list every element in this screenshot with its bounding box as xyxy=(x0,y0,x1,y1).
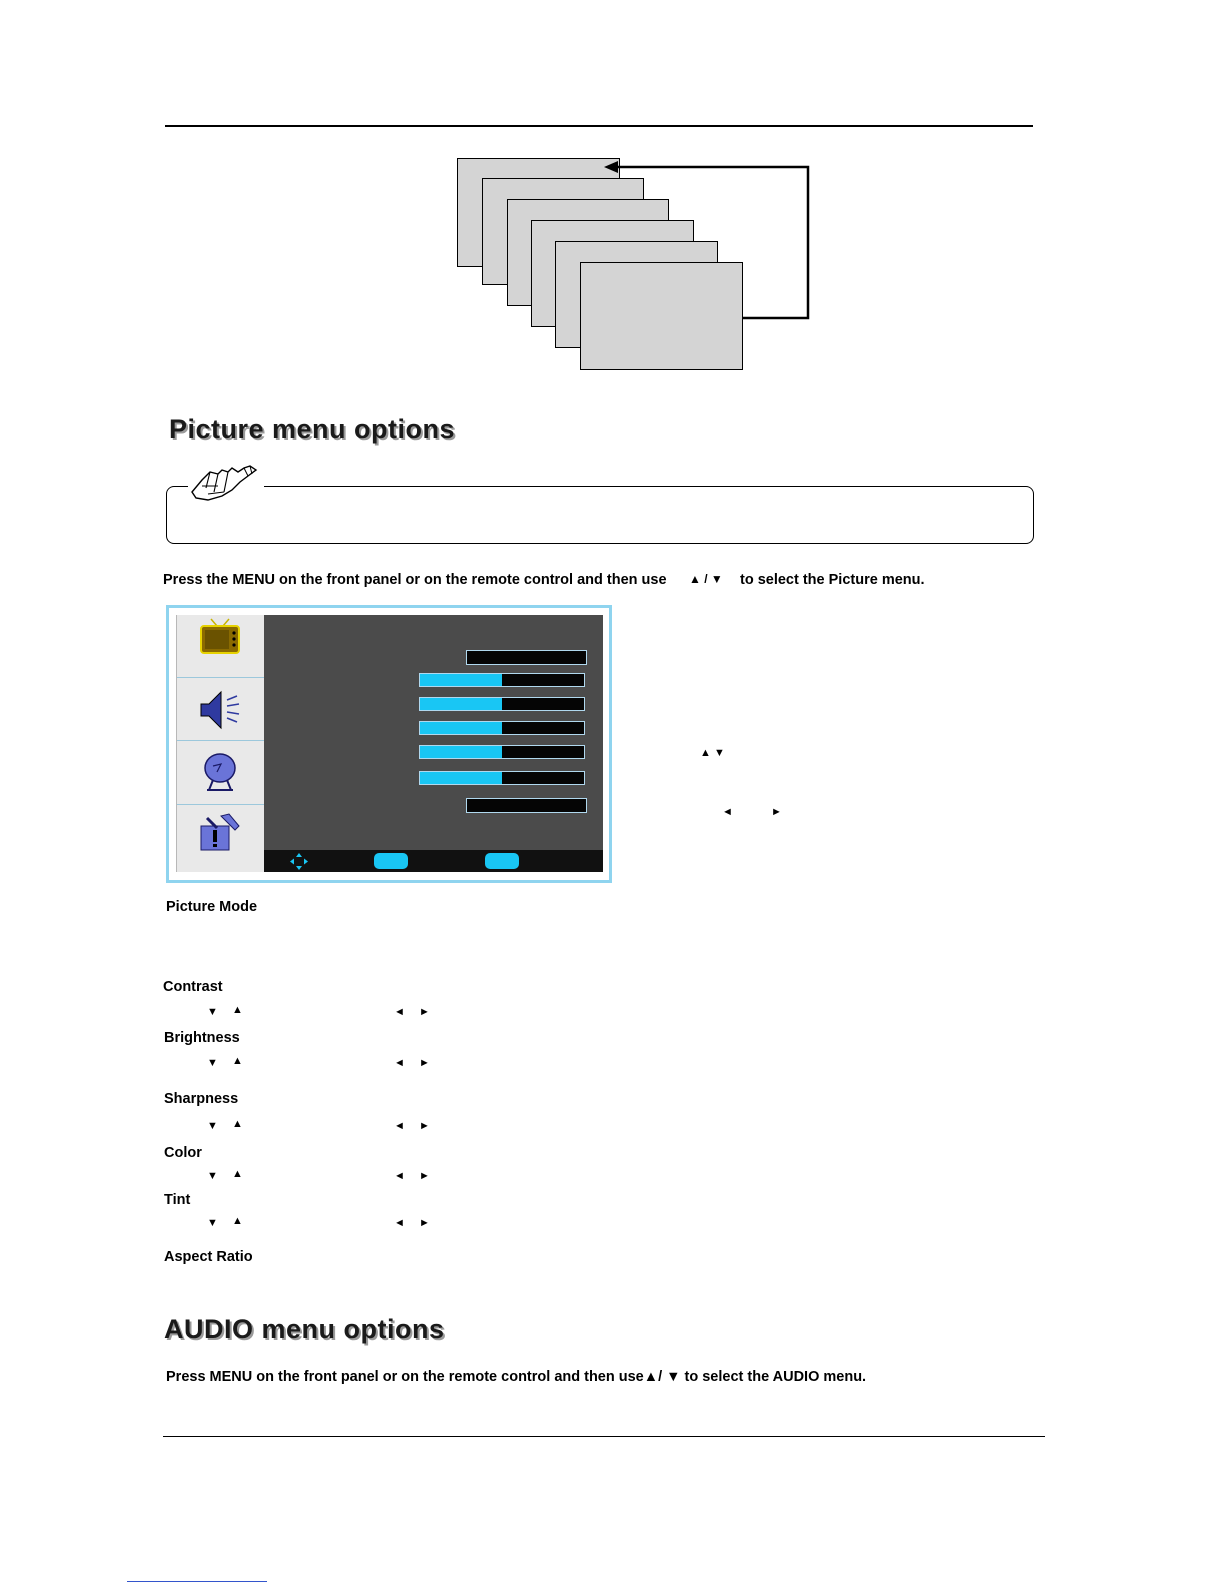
picture-section-heading: Picture menu options xyxy=(169,414,456,444)
osd-exit-key[interactable] xyxy=(485,853,519,869)
right-hint: ► xyxy=(771,806,782,818)
footer-link-underline xyxy=(127,1581,267,1582)
sharpness-up-arrow: ▲ xyxy=(232,1118,243,1130)
sharpness-left-arrow: ◄ xyxy=(394,1120,405,1132)
brightness-right-arrow: ► xyxy=(419,1057,430,1069)
osd-sidebar xyxy=(176,615,265,872)
aspect-ratio-field[interactable] xyxy=(466,798,587,813)
osd-tab-channel[interactable] xyxy=(177,742,265,805)
sharpness-slider-fill xyxy=(420,722,502,734)
item-label-picture-mode: Picture Mode xyxy=(166,899,258,915)
picture-instruction-prefix: Press the MENU on the front panel or on the remote control and then use xyxy=(163,572,667,588)
item-label-brightness: Brightness xyxy=(164,1030,240,1046)
item-label-tint: Tint xyxy=(164,1192,191,1208)
tint-right-arrow: ► xyxy=(419,1217,430,1229)
audio-section-heading: AUDIO menu options xyxy=(164,1314,445,1344)
color-left-arrow: ◄ xyxy=(394,1170,405,1182)
speaker-icon xyxy=(177,678,265,741)
osd-panel xyxy=(264,615,603,850)
tint-slider-fill xyxy=(420,772,502,784)
cycle-arrow xyxy=(0,0,1225,400)
tint-down-arrow: ▼ xyxy=(207,1217,218,1229)
osd-footer xyxy=(264,850,603,872)
color-slider-fill xyxy=(420,746,502,758)
sharpness-right-arrow: ► xyxy=(419,1120,430,1132)
brightness-slider-fill xyxy=(420,698,502,710)
bottom-rule xyxy=(163,1436,1045,1437)
tools-icon xyxy=(177,806,265,869)
sharpness-slider[interactable] xyxy=(419,721,585,735)
tv-icon xyxy=(177,615,265,678)
note-hand-icon xyxy=(188,462,264,504)
color-slider[interactable] xyxy=(419,745,585,759)
contrast-up-arrow: ▲ xyxy=(232,1004,243,1016)
osd-select-key[interactable] xyxy=(374,853,408,869)
contrast-down-arrow: ▼ xyxy=(207,1006,218,1018)
sharpness-down-arrow: ▼ xyxy=(207,1120,218,1132)
color-up-arrow: ▲ xyxy=(232,1168,243,1180)
updown-hint: ▲ ▼ xyxy=(700,747,725,759)
contrast-slider[interactable] xyxy=(419,673,585,687)
contrast-slider-fill xyxy=(420,674,502,686)
tint-up-arrow: ▲ xyxy=(232,1215,243,1227)
audio-instruction: Press MENU on the front panel or on the remote control and then use▲/ ▼ to select the AUDIO menu. xyxy=(166,1369,867,1385)
item-label-contrast: Contrast xyxy=(163,979,223,995)
contrast-left-arrow: ◄ xyxy=(394,1006,405,1018)
osd-tab-audio[interactable] xyxy=(177,678,265,741)
navigate-icon xyxy=(290,853,308,870)
item-label-aspect-ratio: Aspect Ratio xyxy=(164,1249,253,1265)
contrast-right-arrow: ► xyxy=(419,1006,430,1018)
brightness-down-arrow: ▼ xyxy=(207,1057,218,1069)
left-hint: ◄ xyxy=(722,806,733,818)
osd-tab-setup[interactable] xyxy=(177,806,265,869)
picture-instruction-arrows: ▲ / ▼ xyxy=(689,572,723,586)
picture-instruction-suffix: to select the Picture menu. xyxy=(740,572,925,588)
picture-mode-field[interactable] xyxy=(466,650,587,665)
osd-tab-picture[interactable] xyxy=(177,615,265,678)
tint-slider[interactable] xyxy=(419,771,585,785)
color-down-arrow: ▼ xyxy=(207,1170,218,1182)
item-label-color: Color xyxy=(164,1145,202,1161)
note-box xyxy=(166,486,1034,544)
satellite-dish-icon xyxy=(177,742,265,805)
brightness-left-arrow: ◄ xyxy=(394,1057,405,1069)
tint-left-arrow: ◄ xyxy=(394,1217,405,1229)
item-label-sharpness: Sharpness xyxy=(164,1091,239,1107)
color-right-arrow: ► xyxy=(419,1170,430,1182)
brightness-up-arrow: ▲ xyxy=(232,1055,243,1067)
brightness-slider[interactable] xyxy=(419,697,585,711)
